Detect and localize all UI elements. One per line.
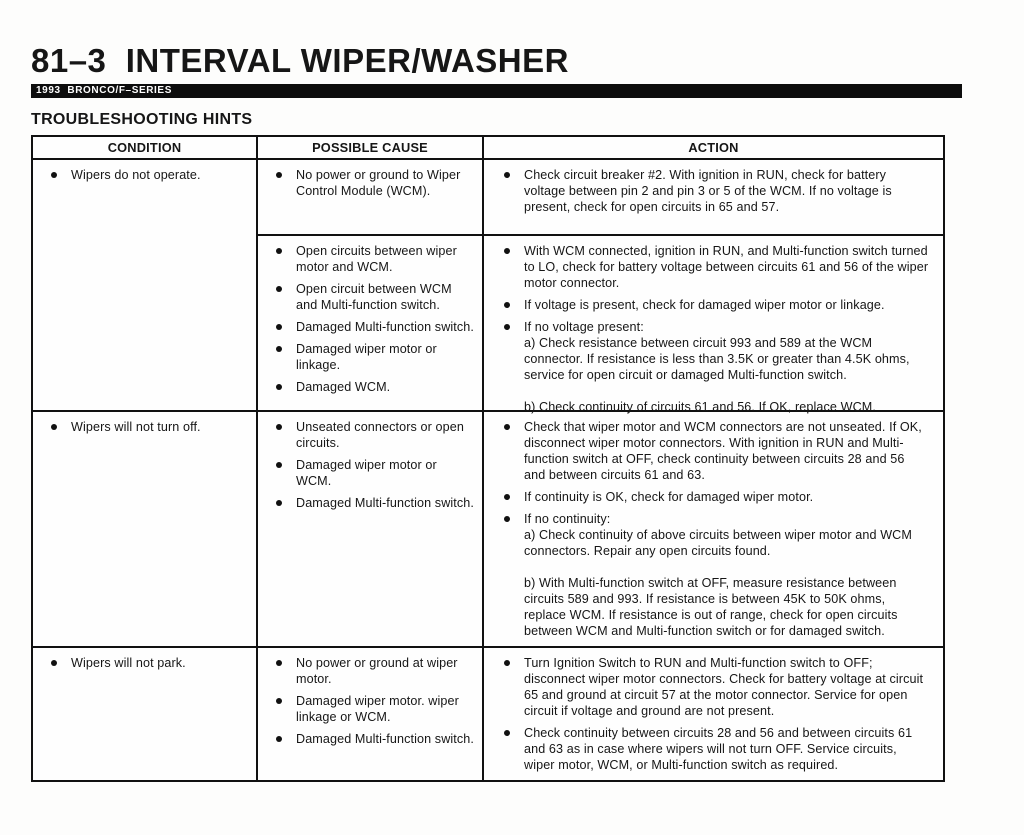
action-cell [484,236,943,414]
section-heading: TROUBLESHOOTING HINTS [31,111,253,128]
bullet-dot [504,172,510,178]
bullet-dot [51,424,57,430]
header-cell-action: ACTION [688,140,739,155]
bullet-item [45,167,246,183]
bullet-dot [504,324,510,330]
condition-text: Wipers will not park. [71,656,186,670]
cause-text: Open circuit between WCM and Multi-function switch. [296,282,452,312]
bullet-item [270,341,474,373]
condition-text: Wipers will not turn off. [71,420,201,434]
bullet-dot [276,324,282,330]
bullet-item [498,489,929,505]
bullet-item [45,419,246,435]
bullet-dot [504,660,510,666]
subrow-stack [258,160,943,414]
cause-text: Damaged Multi-function switch. [296,496,474,510]
subrow [258,412,943,646]
bullet-dot [276,462,282,468]
subrow-stack [258,412,943,646]
bullet-dot [276,172,282,178]
cause-cell [258,160,484,234]
action-text [524,419,929,483]
cause-text: Open circuits between wiper motor and WCM. [296,244,457,274]
header-cell-possible-cause: POSSIBLE CAUSE [258,137,484,158]
action-text [524,511,929,639]
header-cell-condition: CONDITION [33,137,258,158]
action-text [524,167,929,215]
action-paragraph: b) With Multi-function switch at OFF, measure resistance between circuits 589 and 993. If resistance is between 45K to 50K ohms, replace WCM. If resistance is out of range, check for open circuits between WCM and Multi-function switch or for damaged switch. [524,576,898,638]
cause-text: Damaged Multi-function switch. [296,732,474,746]
bullet-dot [276,384,282,390]
cause-text: Damaged wiper motor or linkage. [296,342,437,372]
action-text [524,243,929,291]
condition-text: Wipers do not operate. [71,168,201,182]
subrow-stack [258,648,943,780]
bullet-item [270,693,474,725]
action-cell [484,648,943,780]
action-text [524,319,929,415]
bullet-dot [276,346,282,352]
bullet-dot [51,172,57,178]
bullet-item [270,457,474,489]
cause-text: Damaged wiper motor. wiper linkage or WCM. [296,694,459,724]
bullet-item [45,655,246,671]
condition-cell [33,648,258,780]
bullet-dot [276,698,282,704]
bullet-item [270,419,474,451]
bullet-dot [504,494,510,500]
table-header-row [33,137,943,160]
series-bar [31,84,962,98]
subrow [258,160,943,234]
bullet-item [270,243,474,275]
cause-text: No power or ground to Wiper Control Module (WCM). [296,168,461,198]
action-text [524,655,929,719]
subrow [258,234,943,414]
action-paragraph: b) Check continuity of circuits 61 and 56. If OK, replace WCM. [524,400,876,414]
action-paragraph: If voltage is present, check for damaged wiper motor or linkage. [524,298,885,312]
condition-cell [33,412,258,646]
condition-cell [33,160,258,410]
bullet-item [498,319,929,415]
bullet-dot [504,516,510,522]
cause-text: Damaged Multi-function switch. [296,320,474,334]
page-title: 81–3 INTERVAL WIPER/WASHER [31,42,569,79]
bullet-item [270,281,474,313]
action-paragraph: a) Check continuity of above circuits between wiper motor and WCM connectors. Repair any open circuits found. [524,528,912,558]
bullet-dot [276,500,282,506]
action-paragraph: a) Check resistance between circuit 993 and 589 at the WCM connector. If resistance is less than 3.5K or greater than 4.5K ohms, service for open circuit or damaged Multi-function switch. [524,336,910,382]
bullet-dot [276,736,282,742]
bullet-item [498,655,929,719]
bullet-item [498,419,929,483]
bullet-item [270,495,474,511]
row-group-wipers-will-not-turn-off [33,410,943,646]
bullet-dot [276,248,282,254]
cause-cell [258,648,484,780]
bullet-dot [51,660,57,666]
bullet-dot [504,730,510,736]
bullet-dot [276,286,282,292]
bullet-dot [504,302,510,308]
series-bar-label: 1993 BRONCO/F–SERIES [36,85,172,96]
action-paragraph: Check circuit breaker #2. With ignition in RUN, check for battery voltage between pin 2 and pin 3 or 5 of the WCM. If no voltage is present, check for open circuits in 65 and 57. [524,168,892,214]
action-cell [484,160,943,234]
action-text [524,297,929,313]
bullet-dot [276,424,282,430]
action-paragraph: If continuity is OK, check for damaged wiper motor. [524,490,814,504]
bullet-item [498,725,929,773]
bullet-item [498,511,929,639]
action-text [524,489,929,505]
action-paragraph: With WCM connected, ignition in RUN, and Multi-function switch turned to LO, check for battery voltage between circuits 61 and 56 of the wiper motor connector. [524,244,929,290]
row-group-wipers-do-not-operate [33,160,943,414]
bullet-item [498,297,929,313]
row-group-wipers-will-not-park [33,646,943,780]
cause-text: No power or ground at wiper motor. [296,656,458,686]
action-paragraph: If no voltage present: [524,320,644,334]
bullet-item [498,167,929,215]
bullet-item [270,319,474,335]
cause-cell [258,236,484,410]
action-paragraph: Check continuity between circuits 28 and 56 and between circuits 61 and 63 as in case where wipers will not turn OFF. Service circuits, wiper motor, WCM, or Multi-function switch as required. [524,726,913,772]
bullet-item [270,655,474,687]
cause-text: Damaged wiper motor or WCM. [296,458,437,488]
action-paragraph: Check that wiper motor and WCM connectors are not unseated. If OK, disconnect wiper motor connectors. With ignition in RUN and Multi-function switch at OFF, check continuity between circuits 28 and 56 and between circuits 61 and 63. [524,420,922,482]
manual-page [0,44,1024,835]
cause-cell [258,412,484,646]
action-paragraph: If no continuity: [524,512,611,526]
bullet-item [498,243,929,291]
bullet-item [270,731,474,747]
subrow [258,648,943,780]
cause-text: Unseated connectors or open circuits. [296,420,464,450]
bullet-dot [504,248,510,254]
bullet-item [270,379,474,395]
bullet-item [270,167,474,199]
action-cell [484,412,943,646]
bullet-dot [276,660,282,666]
cause-text: Damaged WCM. [296,380,391,394]
action-text [524,725,929,773]
bullet-dot [504,424,510,430]
troubleshooting-table [31,135,945,782]
action-paragraph: Turn Ignition Switch to RUN and Multi-function switch to OFF; disconnect wiper motor connectors. Check for battery voltage at circuit 65 and ground at circuit 57 at the motor connector. Service for open circuit if voltage and ground are not present. [524,656,924,718]
